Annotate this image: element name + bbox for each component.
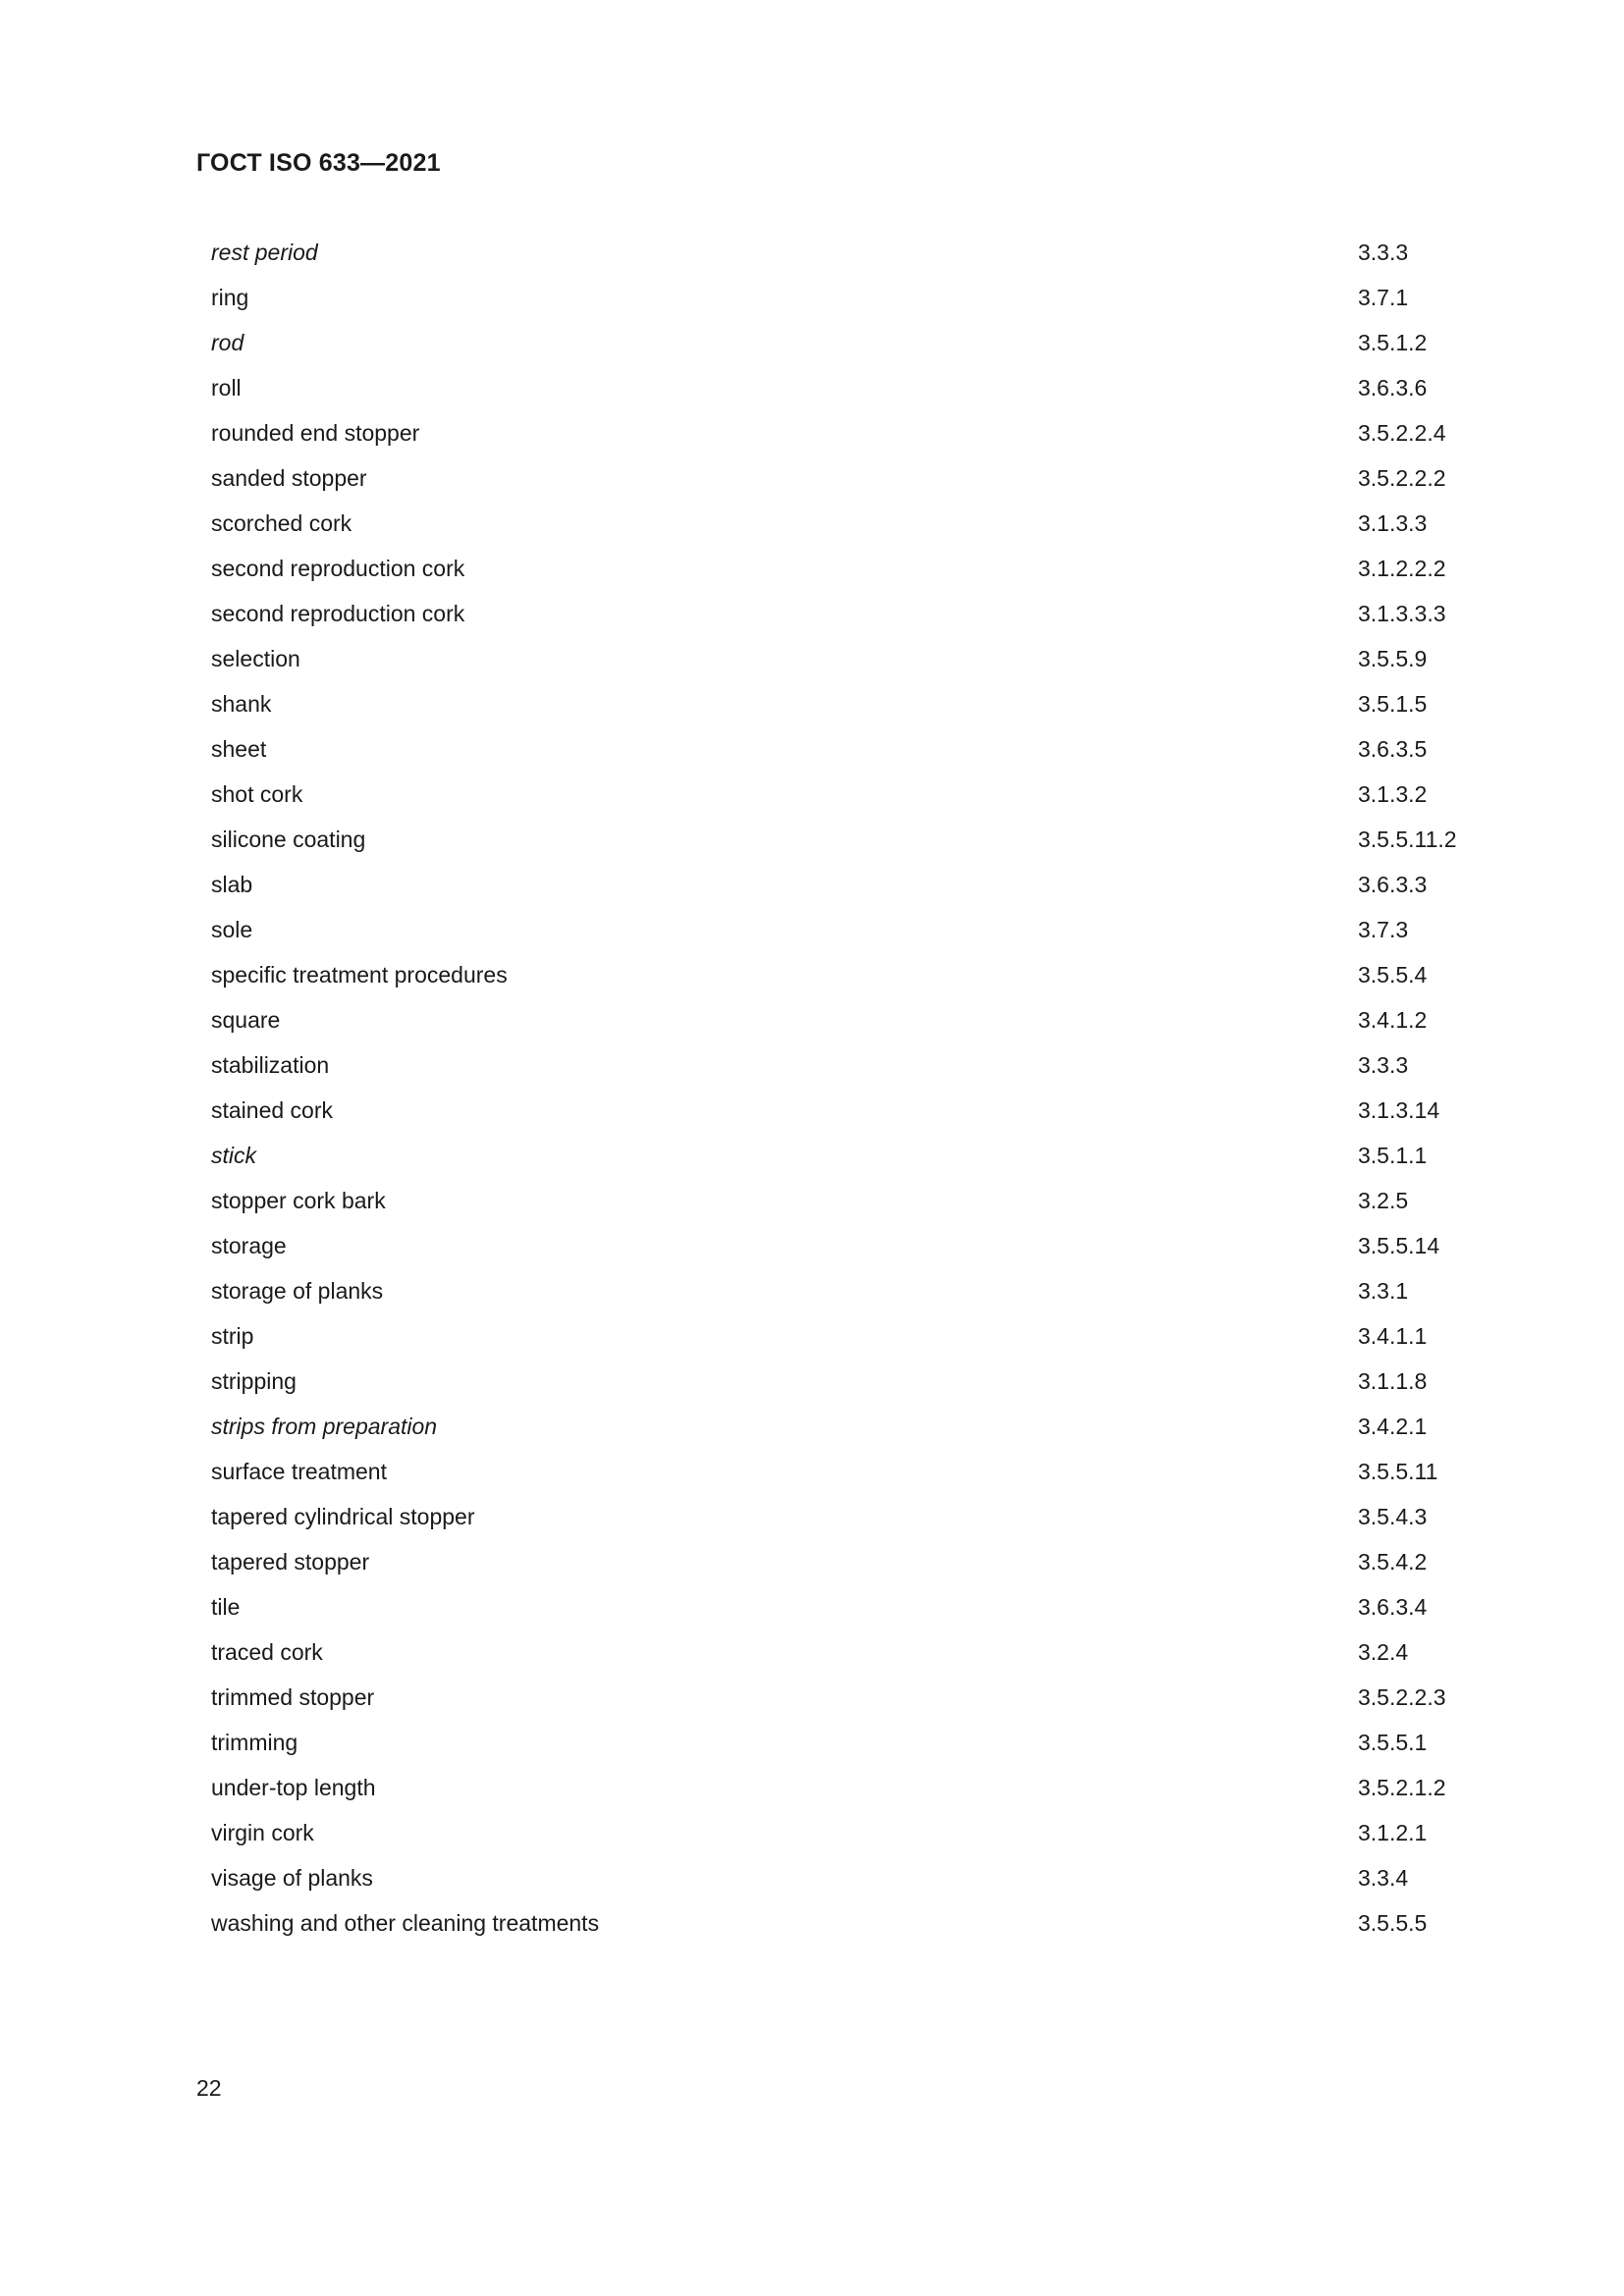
index-section-ref: 3.4.2.1 <box>1358 1414 1428 1439</box>
index-section-ref: 3.5.5.5 <box>1358 1910 1428 1936</box>
index-section-ref: 3.1.2.1 <box>1358 1820 1428 1845</box>
index-section-ref: 3.1.3.2 <box>1358 781 1428 807</box>
index-term: trimming <box>211 1730 298 1755</box>
index-entry-row <box>211 320 1624 365</box>
index-entry-row <box>211 1042 1624 1088</box>
index-section-ref: 3.7.1 <box>1358 285 1409 310</box>
index-section-ref: 3.6.3.5 <box>1358 736 1428 762</box>
index-section-ref: 3.6.3.3 <box>1358 872 1428 897</box>
index-term: virgin cork <box>211 1820 314 1845</box>
index-term: stick <box>211 1143 256 1168</box>
index-entry-row <box>211 1765 1624 1810</box>
index-term: second reproduction cork <box>211 556 465 581</box>
index-section-ref: 3.2.5 <box>1358 1188 1409 1213</box>
index-entry-row <box>211 1449 1624 1494</box>
index-entry-row <box>211 230 1624 275</box>
index-entry-row <box>211 1720 1624 1765</box>
index-term: rounded end stopper <box>211 420 420 446</box>
index-section-ref: 3.5.2.2.3 <box>1358 1684 1446 1710</box>
index-section-ref: 3.5.5.14 <box>1358 1233 1440 1258</box>
index-section-ref: 3.4.1.1 <box>1358 1323 1428 1349</box>
index-term: sanded stopper <box>211 465 367 491</box>
index-section-ref: 3.3.3 <box>1358 240 1409 265</box>
index-term: strip <box>211 1323 254 1349</box>
index-term: trimmed stopper <box>211 1684 375 1710</box>
index-term: surface treatment <box>211 1459 387 1484</box>
index-term: ring <box>211 285 249 310</box>
index-section-ref: 3.1.3.3.3 <box>1358 601 1446 626</box>
index-section-ref: 3.5.4.2 <box>1358 1549 1428 1575</box>
index-term: silicone coating <box>211 827 366 852</box>
index-section-ref: 3.5.4.3 <box>1358 1504 1428 1529</box>
index-term: slab <box>211 872 253 897</box>
index-term: stopper cork bark <box>211 1188 386 1213</box>
index-entry-row <box>211 546 1624 591</box>
index-entry-row <box>211 275 1624 320</box>
index-entry-row <box>211 1855 1624 1900</box>
index-entry-row <box>211 1178 1624 1223</box>
index-entry-row <box>211 1494 1624 1539</box>
index-entry-row <box>211 817 1624 862</box>
index-entry-row <box>211 1404 1624 1449</box>
index-entry-row <box>211 681 1624 726</box>
index-entry-row <box>211 997 1624 1042</box>
index-entry-row <box>211 952 1624 997</box>
index-entry-row <box>211 1900 1624 1946</box>
index-entry-row <box>211 365 1624 410</box>
index-term: washing and other cleaning treatments <box>211 1910 600 1936</box>
index-section-ref: 3.3.1 <box>1358 1278 1409 1304</box>
index-entry-row <box>211 907 1624 952</box>
index-term: storage <box>211 1233 287 1258</box>
index-section-ref: 3.3.4 <box>1358 1865 1409 1891</box>
index-section-ref: 3.4.1.2 <box>1358 1007 1428 1033</box>
index-section-ref: 3.6.3.4 <box>1358 1594 1428 1620</box>
index-term: traced cork <box>211 1639 323 1665</box>
index-term: sole <box>211 917 253 942</box>
index-term: tile <box>211 1594 241 1620</box>
index-section-ref: 3.6.3.6 <box>1358 375 1428 400</box>
index-section-ref: 3.5.2.1.2 <box>1358 1775 1446 1800</box>
index-entry-row <box>211 1584 1624 1629</box>
index-entry-row <box>211 591 1624 636</box>
index-entry-row <box>211 636 1624 681</box>
index-entry-row <box>211 772 1624 817</box>
index-term: shot cork <box>211 781 303 807</box>
index-entry-row <box>211 501 1624 546</box>
index-term: stabilization <box>211 1052 330 1078</box>
index-section-ref: 3.2.4 <box>1358 1639 1409 1665</box>
index-entry-row <box>211 1313 1624 1359</box>
index-term: shank <box>211 691 272 717</box>
index-term: roll <box>211 375 242 400</box>
index-entry-row <box>211 1810 1624 1855</box>
index-section-ref: 3.5.2.2.4 <box>1358 420 1446 446</box>
index-list <box>211 230 1624 1946</box>
index-entry-row <box>211 1088 1624 1133</box>
index-entry-row <box>211 1133 1624 1178</box>
index-section-ref: 3.5.5.1 <box>1358 1730 1428 1755</box>
index-term: rod <box>211 330 244 355</box>
index-section-ref: 3.5.2.2.2 <box>1358 465 1446 491</box>
document-header: ГОСТ ISO 633—2021 <box>196 149 441 177</box>
index-section-ref: 3.5.5.4 <box>1358 962 1428 988</box>
index-section-ref: 3.1.2.2.2 <box>1358 556 1446 581</box>
index-section-ref: 3.7.3 <box>1358 917 1409 942</box>
index-section-ref: 3.1.3.14 <box>1358 1097 1440 1123</box>
index-section-ref: 3.5.1.5 <box>1358 691 1428 717</box>
index-term: storage of planks <box>211 1278 384 1304</box>
index-entry-row <box>211 1359 1624 1404</box>
index-section-ref: 3.5.1.1 <box>1358 1143 1428 1168</box>
index-term: stained cork <box>211 1097 334 1123</box>
index-section-ref: 3.5.5.9 <box>1358 646 1428 671</box>
index-term: sheet <box>211 736 267 762</box>
index-term: tapered cylindrical stopper <box>211 1504 475 1529</box>
index-term: square <box>211 1007 281 1033</box>
index-term: scorched cork <box>211 510 352 536</box>
index-term: under-top length <box>211 1775 376 1800</box>
index-entry-row <box>211 1675 1624 1720</box>
index-entry-row <box>211 862 1624 907</box>
index-entry-row <box>211 455 1624 501</box>
index-term: tapered stopper <box>211 1549 370 1575</box>
page-number: 22 <box>196 2075 222 2101</box>
index-term: specific treatment procedures <box>211 962 508 988</box>
index-section-ref: 3.3.3 <box>1358 1052 1409 1078</box>
index-entry-row <box>211 1268 1624 1313</box>
index-section-ref: 3.1.3.3 <box>1358 510 1428 536</box>
index-section-ref: 3.1.1.8 <box>1358 1368 1428 1394</box>
index-term: visage of planks <box>211 1865 373 1891</box>
index-section-ref: 3.5.5.11.2 <box>1358 827 1457 852</box>
index-term: selection <box>211 646 300 671</box>
index-entry-row <box>211 410 1624 455</box>
index-term: stripping <box>211 1368 297 1394</box>
index-entry-row <box>211 1223 1624 1268</box>
index-entry-row <box>211 1629 1624 1675</box>
index-section-ref: 3.5.5.11 <box>1358 1459 1438 1484</box>
index-entry-row <box>211 726 1624 772</box>
index-section-ref: 3.5.1.2 <box>1358 330 1428 355</box>
index-entry-row <box>211 1539 1624 1584</box>
index-term: strips from preparation <box>211 1414 438 1439</box>
index-term: rest period <box>211 240 318 265</box>
index-term: second reproduction cork <box>211 601 465 626</box>
